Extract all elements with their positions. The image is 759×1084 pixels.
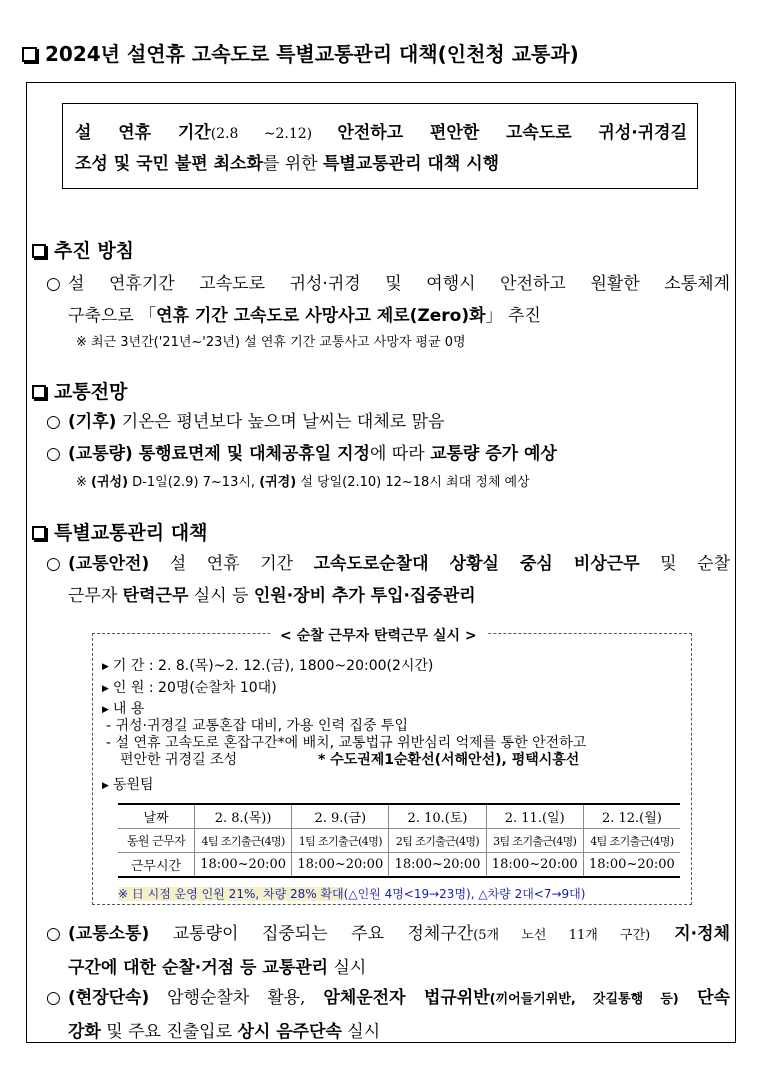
note-policy: ※ 최근 3년간('21년~'23년) 설 연휴 기간 교통사고 사망자 평균 0명 xyxy=(76,335,466,350)
checkbox-square-icon xyxy=(32,244,46,258)
bullet-enforcement: ○ (현장단속) 암행순찰차 활용, 암체운전자 법규위반(끼어들기위반, 갓길통행 등) 단속 강화 및 주요 진출입로 상시 음주단속 실시 xyxy=(46,982,730,1048)
triangle-bullet-icon: ▶ xyxy=(102,662,109,672)
team-schedule-table xyxy=(118,803,680,878)
summary-line-1: 설 연휴 기간(2.8 ~2.12) 안전하고 편안한 고속도로 귀성·귀경길 xyxy=(75,123,687,143)
box-item-1: - 귀성·귀경길 교통혼잡 대비, 가용 인력 집중 투입 xyxy=(106,718,409,734)
page-title: 2024년 설연휴 고속도로 특별교통관리 대책(인천청 교통과) xyxy=(22,38,579,67)
checkbox-square-icon xyxy=(22,47,37,62)
circle-bullet-icon: ○ xyxy=(46,924,61,944)
bullet-traffic-safety: ○ (교통안전) 설 연휴 기간 고속도로순찰대 상황실 중심 비상근무 및 순찰 근무자 탄력근무 실시 등 인원·장비 추가 투입·집중관리 xyxy=(46,548,730,612)
bullet-traffic-flow: ○ (교통소통) 교통량이 집중되는 주요 정체구간(5개 노선 11개 구간) 지·정체 구간에 대한 순찰·거점 등 교통관리 실시 xyxy=(46,918,730,984)
circle-bullet-icon: ○ xyxy=(46,412,61,432)
box-period: ▶ 기 간 : 2. 8.(목)~2. 12.(금), 1800~20:00(2시간) xyxy=(102,658,434,674)
circle-bullet-icon: ○ xyxy=(46,444,61,464)
summary-box xyxy=(62,103,698,189)
circle-bullet-icon: ○ xyxy=(46,554,61,574)
box-content-label: ▶ 내 용 xyxy=(102,701,145,717)
circle-bullet-icon: ○ xyxy=(46,988,61,1008)
note-forecast: ※ (귀성) D-1일(2.9) 7~13시, (귀경) 설 당일(2.10) 12~18시 최대 정체 예상 xyxy=(76,475,530,490)
table-note: ※ 日 시점 운영 인원 21%, 차량 28% 확대(△인원 4명<19→23명), △차량 2대<7→9대) xyxy=(118,887,586,901)
table-row: 근무시간 18:00~20:00 18:00~20:00 18:00~20:00 18:00~20:00 18:00~20:00 xyxy=(118,853,680,878)
box-item-2-note: * 수도권제1순환선(서해안선), 평택시흥선 xyxy=(318,752,580,768)
box-item-2b: 편안한 귀경길 조성 xyxy=(120,752,238,768)
bullet-policy: ○ 설 연휴기간 고속도로 귀성·귀경 및 여행시 안전하고 원활한 소통체계 구축으로 「연휴 기간 고속도로 사망사고 제로(Zero)화」 추진 xyxy=(46,268,730,332)
triangle-bullet-icon: ▶ xyxy=(102,781,109,791)
summary-line-2: 조성 및 국민 불편 최소화를 위한 특별교통관리 대책 시행 xyxy=(75,154,500,174)
section-heading-forecast: 교통전망 xyxy=(32,377,127,404)
triangle-bullet-icon: ▶ xyxy=(102,705,109,715)
box-title: < 순찰 근무자 탄력근무 실시 > xyxy=(270,625,487,645)
box-team-label: ▶ 동원팀 xyxy=(102,777,154,793)
bullet-weather: ○ (기후) 기온은 평년보다 높으며 날씨는 대체로 맑음 xyxy=(46,406,730,438)
bullet-traffic-volume: ○ (교통량) 통행료면제 및 대체공휴일 지정에 따라 교통량 증가 예상 xyxy=(46,438,730,470)
table-row: 날짜 2. 8.(목)) 2. 9.(금) 2. 10.(토) 2. 11.(일) 2. 12.(월) xyxy=(118,804,680,829)
box-staff: ▶ 인 원 : 20명(순찰차 10대) xyxy=(102,680,277,696)
circle-bullet-icon: ○ xyxy=(46,274,61,294)
checkbox-square-icon xyxy=(32,526,46,540)
table-row: 동원 근무자 4팀 조기출근(4명) 1팀 조기출근(4명) 2팀 조기출근(4명) 3팀 조기출근(4명) 4팀 조기출근(4명) xyxy=(118,829,680,853)
box-item-2: - 설 연휴 고속도로 혼잡구간*에 배치, 교통법규 위반심리 억제를 통한 안전하고 xyxy=(106,735,587,751)
section-heading-policy: 추진 방침 xyxy=(32,236,134,263)
checkbox-square-icon xyxy=(32,385,46,399)
triangle-bullet-icon: ▶ xyxy=(102,684,109,694)
section-heading-measures: 특별교통관리 대책 xyxy=(32,518,207,545)
